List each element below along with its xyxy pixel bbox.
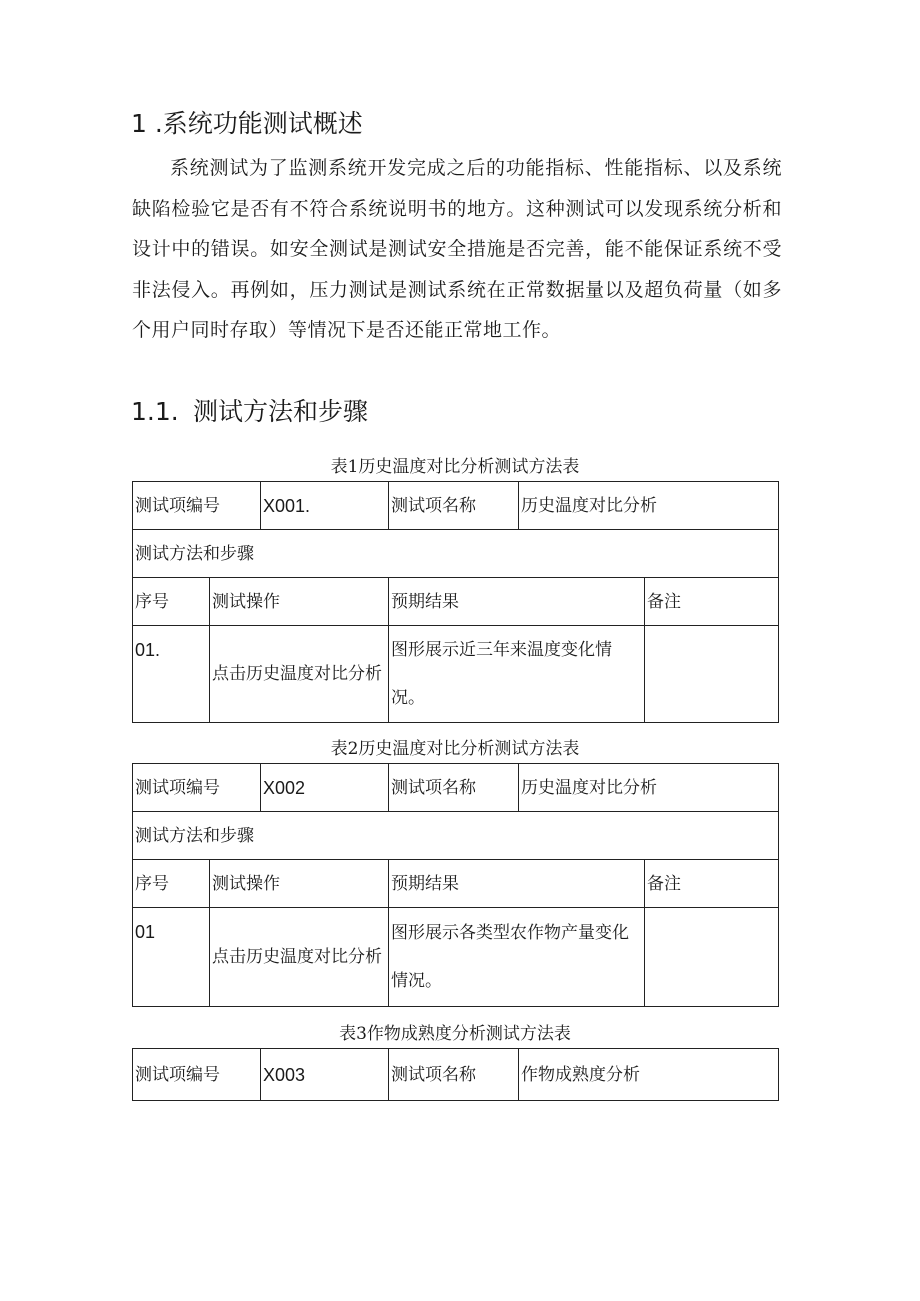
table-row bbox=[133, 578, 779, 626]
test-id-value: X003 bbox=[261, 1049, 389, 1101]
table-row bbox=[133, 908, 779, 1007]
test-table-3 bbox=[132, 1048, 779, 1101]
remark-header: 备注 bbox=[645, 860, 779, 908]
remark-cell bbox=[645, 908, 779, 1007]
method-label: 测试方法和步骤 bbox=[133, 812, 779, 860]
subsection-heading bbox=[131, 392, 368, 432]
subsection-title: 测试方法和步骤 bbox=[193, 397, 369, 426]
operation-header: 测试操作 bbox=[210, 578, 389, 626]
test-id-label: 测试项编号 bbox=[133, 764, 261, 812]
test-name-value: 作物成熟度分析 bbox=[519, 1049, 779, 1101]
table-row bbox=[133, 812, 779, 860]
seq-cell: 01 bbox=[133, 908, 210, 1007]
table-2-caption: 表2历史温度对比分析测试方法表 bbox=[330, 739, 580, 759]
method-label: 测试方法和步骤 bbox=[133, 530, 779, 578]
test-name-label: 测试项名称 bbox=[389, 1049, 519, 1101]
table-row bbox=[133, 482, 779, 530]
test-id-label: 测试项编号 bbox=[133, 1049, 261, 1101]
table-3-caption: 表3作物成熟度分析测试方法表 bbox=[339, 1024, 571, 1044]
table-row bbox=[133, 860, 779, 908]
test-id-value: X001. bbox=[261, 482, 389, 530]
operation-cell: 点击历史温度对比分析 bbox=[210, 908, 389, 1007]
expected-cell: 图形展示近三年来温度变化情况。 bbox=[389, 626, 645, 723]
test-table-2 bbox=[132, 763, 779, 1007]
seq-cell: 01. bbox=[133, 626, 210, 723]
table-row bbox=[133, 1049, 779, 1101]
section-paragraph: 系统测试为了监测系统开发完成之后的功能指标、性能指标、以及系统缺陷检验它是否有不符合系统说明书的地方。这种测试可以发现系统分析和设计中的错误。如安全测试是测试安全措施是否完善，能不能保证系统不受非法侵入。再例如，压力测试是测试系统在正常数据量以及超负荷量（如多个用户同时存取）等情况下是否还能正常地工作。 bbox=[132, 157, 782, 341]
test-name-value: 历史温度对比分析 bbox=[519, 764, 779, 812]
subsection-number: 1.1. bbox=[131, 397, 179, 426]
section-heading: 1 .系统功能测试概述 bbox=[131, 109, 363, 138]
operation-header: 测试操作 bbox=[210, 860, 389, 908]
test-name-label: 测试项名称 bbox=[389, 482, 519, 530]
table-1-caption: 表1历史温度对比分析测试方法表 bbox=[330, 457, 580, 477]
operation-cell: 点击历史温度对比分析 bbox=[210, 626, 389, 723]
test-table-1 bbox=[132, 481, 779, 723]
table-row bbox=[133, 626, 779, 723]
seq-header: 序号 bbox=[133, 860, 210, 908]
expected-cell: 图形展示各类型农作物产量变化情况。 bbox=[389, 908, 645, 1007]
seq-header: 序号 bbox=[133, 578, 210, 626]
remark-cell bbox=[645, 626, 779, 723]
test-name-value: 历史温度对比分析 bbox=[519, 482, 779, 530]
test-name-label: 测试项名称 bbox=[389, 764, 519, 812]
table-row bbox=[133, 764, 779, 812]
expected-header: 预期结果 bbox=[389, 860, 645, 908]
test-id-value: X002 bbox=[261, 764, 389, 812]
expected-header: 预期结果 bbox=[389, 578, 645, 626]
table-row bbox=[133, 530, 779, 578]
test-id-label: 测试项编号 bbox=[133, 482, 261, 530]
remark-header: 备注 bbox=[645, 578, 779, 626]
